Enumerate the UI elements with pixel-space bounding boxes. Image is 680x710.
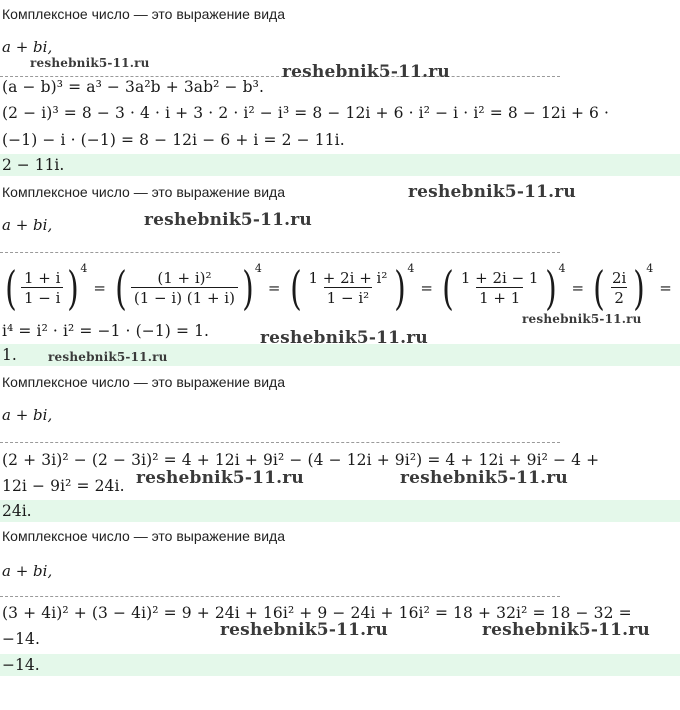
- task4-line2: −14.: [2, 630, 41, 648]
- watermark: reshebnik5-11.ru: [400, 468, 568, 488]
- watermark: reshebnik5-11.ru: [48, 350, 168, 364]
- watermark: reshebnik5-11.ru: [482, 620, 650, 640]
- task1-line2: (2 − i)³ = 8 − 3 · 4 · i + 3 · 2 · i² − i³ = 8 − 12i + 6 · i² − i · i² = 8 − 12i + 6 ·: [2, 104, 610, 122]
- fraction: 1 + 2i − 1 1 + 1: [460, 269, 539, 307]
- answer-row-1: [0, 154, 680, 176]
- task1-line3: (−1) − i · (−1) = 8 − 12i − 6 + i = 2 − 11i.: [2, 131, 345, 149]
- task3-line2: 12i − 9i² = 24i.: [2, 477, 125, 495]
- watermark: reshebnik5-11.ru: [30, 56, 150, 70]
- intro-formula-4: a + bi,: [2, 562, 53, 580]
- watermark: reshebnik5-11.ru: [522, 312, 642, 326]
- watermark: reshebnik5-11.ru: [260, 328, 428, 348]
- intro-text-1: Комплексное число — это выражение вида: [2, 6, 286, 22]
- watermark: reshebnik5-11.ru: [136, 468, 304, 488]
- divider: [0, 76, 560, 77]
- intro-formula-3: a + bi,: [2, 406, 53, 424]
- divider: [0, 596, 560, 597]
- watermark: reshebnik5-11.ru: [144, 210, 312, 230]
- intro-text-4: Комплексное число — это выражение вида: [2, 528, 286, 544]
- divider: [0, 252, 560, 253]
- intro-formula-1: a + bi,: [2, 38, 53, 56]
- answer-2: 1.: [2, 346, 17, 364]
- intro-text-3: Комплексное число — это выражение вида: [2, 374, 286, 390]
- fraction: 2i 2: [611, 269, 627, 307]
- answer-3: 24i.: [2, 502, 32, 520]
- fraction: (1 + i)² (1 − i) (1 + i): [131, 269, 238, 307]
- answer-row-4: [0, 654, 680, 676]
- divider: [0, 442, 560, 443]
- fraction: 1 + i 1 − i: [21, 269, 63, 307]
- task1-line1: (a − b)³ = a³ − 3a²b + 3ab² − b³.: [2, 78, 264, 96]
- task3-line1: (2 + 3i)² − (2 − 3i)² = 4 + 12i + 9i² − (4 − 12i + 9i²) = 4 + 12i + 9i² − 4 +: [2, 451, 600, 469]
- watermark: reshebnik5-11.ru: [220, 620, 388, 640]
- intro-formula-2: a + bi,: [2, 216, 53, 234]
- task2-line2: i⁴ = i² · i² = −1 · (−1) = 1.: [2, 322, 210, 340]
- answer-4: −14.: [2, 656, 40, 674]
- task4-line1: (3 + 4i)² + (3 − 4i)² = 9 + 24i + 16i² + 9 − 24i + 16i² = 18 + 32i² = 18 − 32 =: [2, 604, 632, 622]
- answer-row-3: [0, 500, 680, 522]
- task2-fraction-line: ( 1 + i 1 − i ) 4 = ( (1 + i)² (1 − i) (1 + i) ) 4 = ( 1 + 2i + i² 1 − i² ) 4 = ( 1 + 2i − 1 1 + 1 ) 4 = ( 2i 2 ) 4 =: [5, 261, 672, 315]
- fraction: 1 + 2i + i² 1 − i²: [308, 269, 388, 307]
- answer-1: 2 − 11i.: [2, 156, 65, 174]
- watermark: reshebnik5-11.ru: [408, 182, 576, 202]
- watermark: reshebnik5-11.ru: [282, 62, 450, 82]
- intro-text-2: Комплексное число — это выражение вида: [2, 184, 286, 200]
